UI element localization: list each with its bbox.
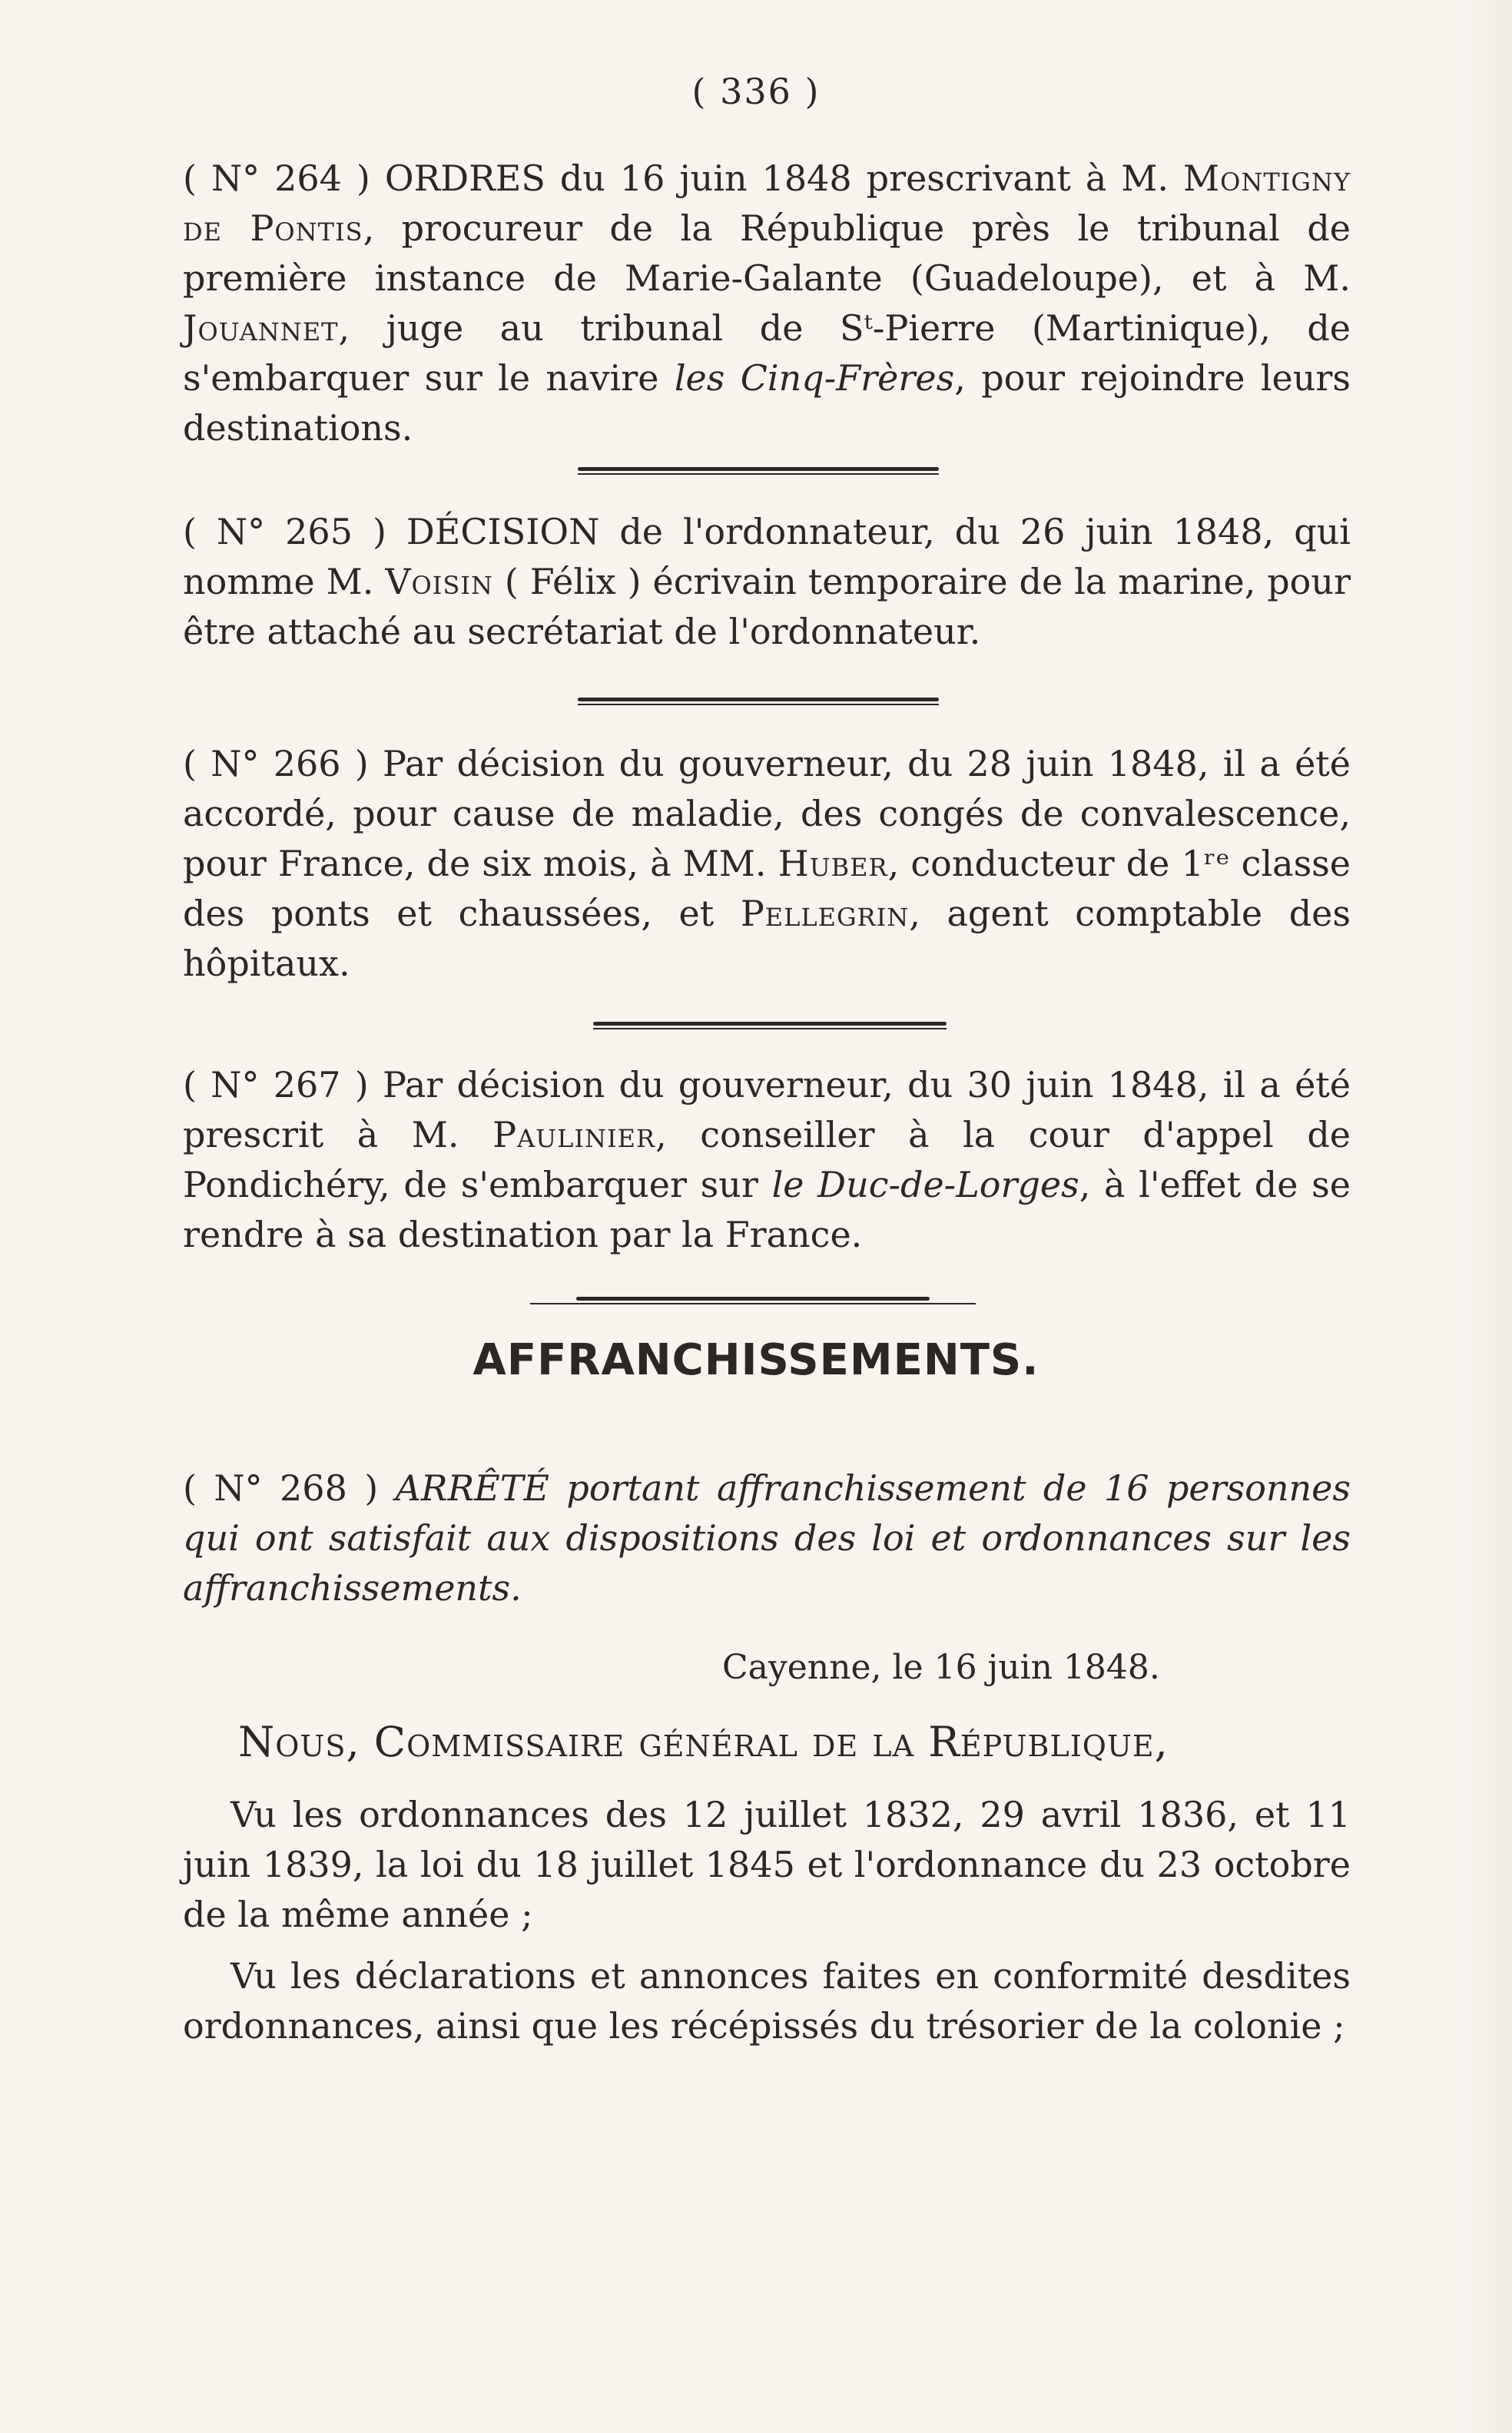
entry-number: ( N° 267 ) — [183, 1064, 369, 1105]
section-heading: AFFRANCHISSEMENTS. — [472, 1335, 1040, 1385]
person-name: Voisin — [385, 561, 493, 602]
entry-text: , conducteur de 1ʳᵉ classe des ponts et chaussées, et — [183, 843, 1351, 934]
entry-266 — [183, 739, 1351, 989]
person-name: Paulinier — [492, 1114, 656, 1155]
entry-268 — [183, 1463, 1351, 1613]
vu-paragraph: Vu les déclarations et annonces faites en conformité desdites ordonnances, ainsi que les récépissés du trésorier de la colonie ; — [183, 1955, 1351, 2047]
person-name: Huber — [778, 843, 888, 884]
entry-number: ( N° 264 ) — [183, 157, 370, 199]
ship-name: le Duc-de-Lorges — [771, 1164, 1079, 1205]
entry-267 — [183, 1060, 1351, 1260]
entry-text: , agent comptable des hôpitaux. — [183, 893, 1351, 984]
entry-title: ORDRES — [384, 157, 545, 199]
entry-text: Par décision du gouverneur, du 28 juin 1848, il a été accordé, pour cause de maladie, des congés de convalescence, pour France, de six mois, à MM. — [183, 743, 1351, 884]
entry-265 — [183, 507, 1351, 657]
entry-264 — [183, 154, 1351, 453]
nous-heading: Nous, Commissaire général de la République, — [238, 1718, 1169, 1766]
entry-text: , juge au tribunal de Sᵗ-Pierre (Martinique), de s'embarquer sur le navire — [183, 307, 1351, 399]
person-name: Jouannet — [183, 307, 339, 349]
person-name: Pellegrin — [740, 893, 910, 934]
entry-text: , à l'effet de se rendre à sa destination par la France. — [183, 1164, 1351, 1255]
entry-title: DÉCISION — [406, 511, 600, 552]
vu-paragraph: Vu les ordonnances des 12 juillet 1832, 29 avril 1836, et 11 juin 1839, la loi du 18 juillet 1845 et l'ordonnance du 23 octobre de la même année ; — [183, 1794, 1351, 1935]
page-number: ( 336 ) — [691, 71, 821, 112]
entry-text: , procureur de la République près le tribunal de première instance de Marie-Galante (Guadeloupe), et à M. — [183, 207, 1351, 299]
place-date: Cayenne, le 16 juin 1848. — [722, 1648, 1160, 1687]
entry-number: ( N° 265 ) — [183, 511, 386, 552]
entry-text: ( Félix ) écrivain temporaire de la marine, pour être attaché au secrétariat de l'ordonnateur. — [183, 561, 1351, 652]
entry-text: Par décision du gouverneur, du 30 juin 1848, il a été prescrit à M. — [183, 1064, 1351, 1155]
entry-text: du 16 juin 1848 prescrivant à M. — [559, 157, 1169, 199]
ship-name: les Cinq-Frères — [674, 357, 955, 399]
entry-text: , pour rejoindre leurs destinations. — [183, 357, 1351, 449]
entry-number: ( N° 268 ) — [183, 1467, 379, 1509]
entry-number: ( N° 266 ) — [183, 743, 369, 784]
entry-text: de l'ordonnateur, du 26 juin 1848, qui nomme M. — [183, 511, 1351, 602]
paper-edge — [1466, 0, 1512, 2433]
entry-text: , conseiller à la cour d'appel de Pondichéry, de s'embarquer sur — [183, 1114, 1351, 1205]
person-name: Montigny de Pontis — [183, 157, 1351, 249]
entry-title: ARRÊTÉ portant affranchissement de 16 personnes qui ont satisfait aux dispositions des loi et ordonnances sur les affranchissements. — [183, 1467, 1351, 1609]
